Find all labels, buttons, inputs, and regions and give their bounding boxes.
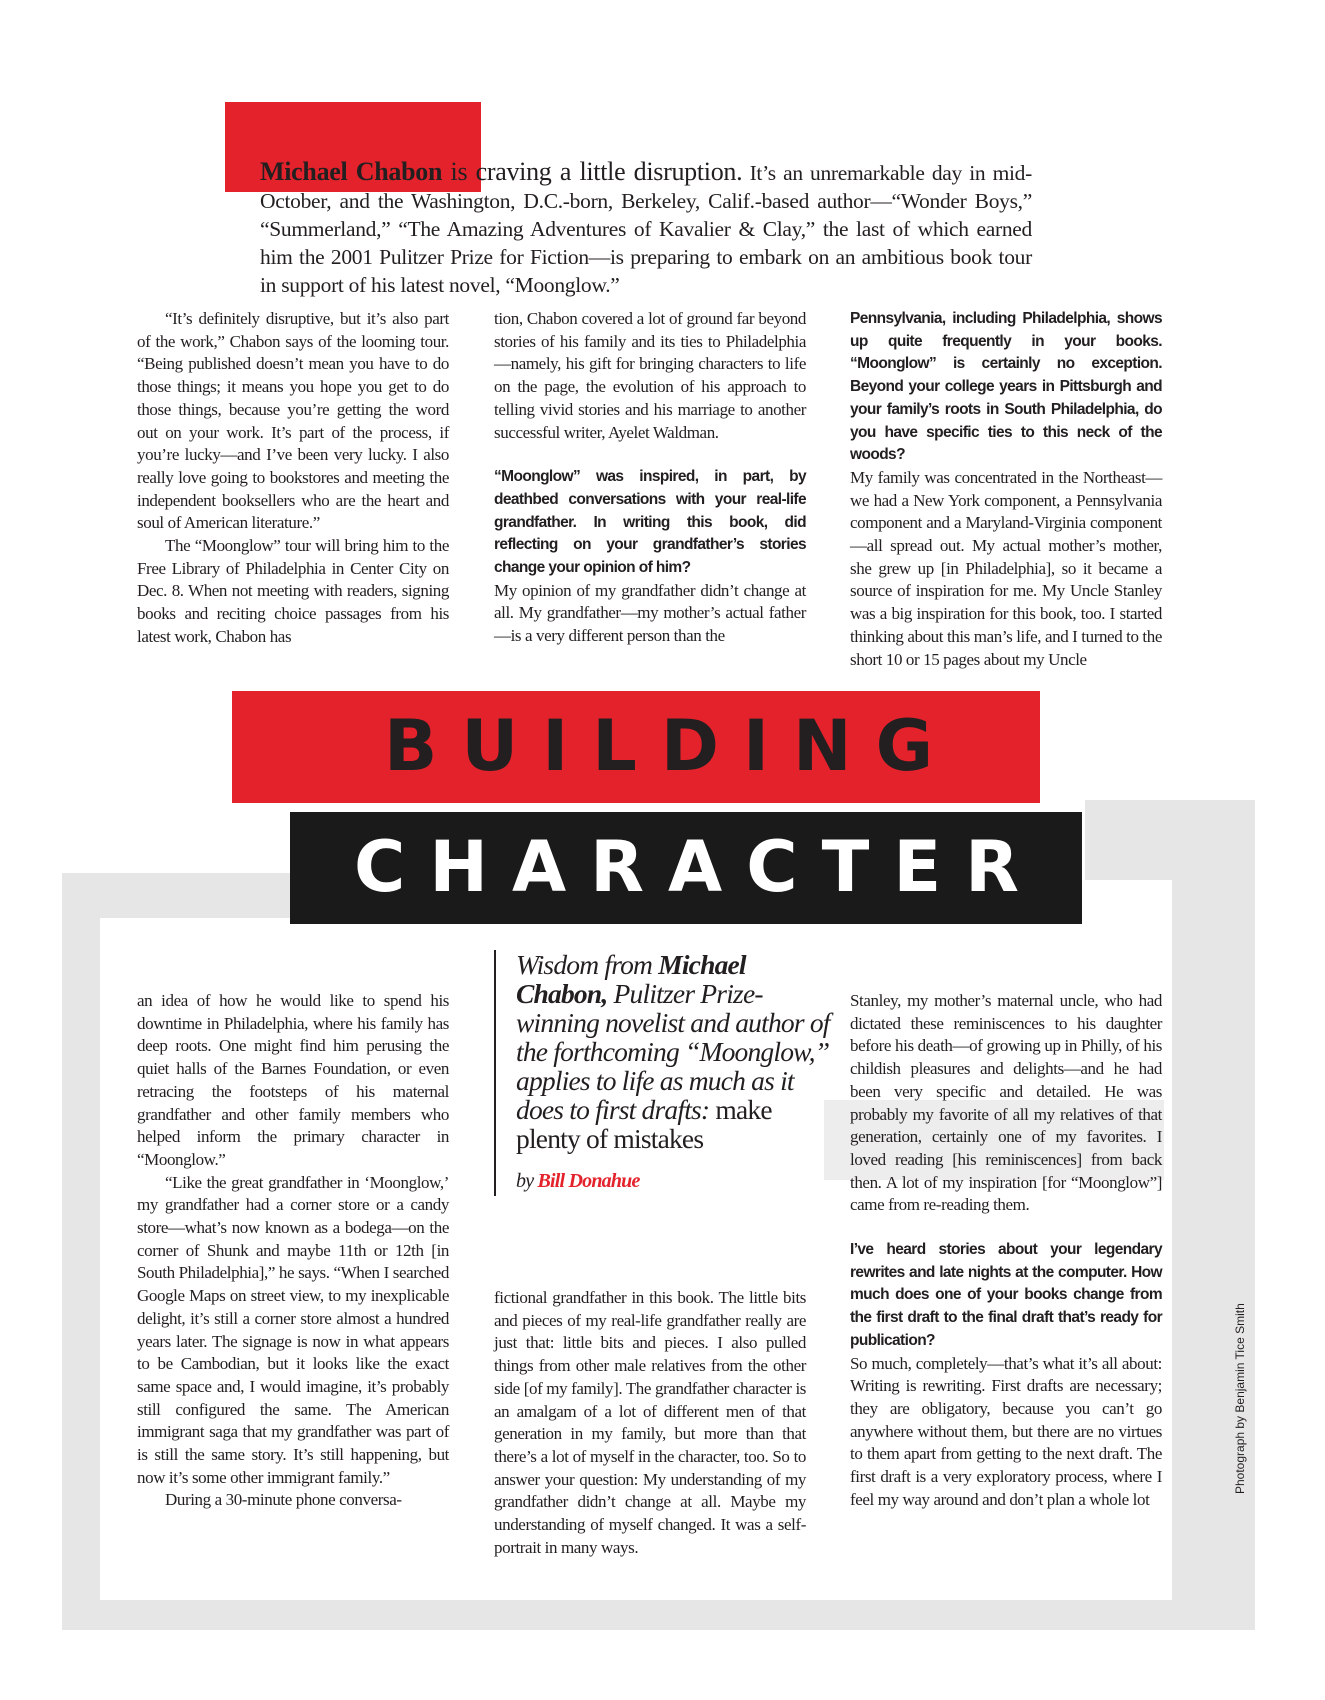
paragraph: “Like the great grandfather in ‘Moonglow,’ my grandfather had a corner store or a candy store—what’s now known as a bodega—on the corner of Shunk and maybe 11th or 12th [in South Philadelphia],” he says. “When I searched Google Maps on street view, to my inexplicable delight, it’s still a corner store almost a hundred years later. The signage is now in what appears to be Cambodian, but it looks like the exact same space and, I would imagine, it’s probably still configured the same. The American immigrant saga that my grandfather was part of is still the same story. It’s still happening, but now it’s some other immigrant family.” — [137, 1172, 449, 1487]
interview-answer: So much, completely—that’s what it’s all about: Writing is rewriting. First drafts are necessary; they are obligatory, because you can’t go anywhere without them, but there are no virtues to them apart from getting to the next draft. The first draft is a very exploratory process, where I feel my way around and don’t plan a whole lot — [850, 1353, 1162, 1509]
bottom-column-1 — [137, 990, 449, 1512]
pull-quote-intro: Wisdom from — [516, 949, 659, 980]
pull-quote — [494, 950, 836, 1196]
background-frame-left — [62, 873, 100, 1630]
paragraph: The “Moonglow” tour will bring him to the Free Library of Philadelphia in Center City on Dec. 8. When not meeting with readers, signing books and reciting choice passages from his latest work, Chabon has — [137, 536, 449, 646]
intro-body: It’s an unremarkable day in mid-October, and the Washington, D.C.-born, Berkeley, Calif.-based author—“Wonder Boys,” “Summerland,” “The Amazing Adventures of Kavalier & Clay,” the last of which earned him the 2001 Pulitzer Prize for Fiction—is preparing to embark on an ambitious book tour in support of his latest novel, “Moonglow.” — [260, 161, 1032, 297]
byline — [516, 1167, 836, 1196]
background-frame-bottom — [62, 1600, 1255, 1630]
pull-quote-name: Michael Chabon, — [516, 949, 746, 1009]
paragraph: tion, Chabon covered a lot of ground far beyond stories of his family and its ties to Philadelphia—namely, his gift for bringing characters to life on the page, the evolution of his approach to telling vivid stories and his marriage to another successful writer, Ayelet Waldman. — [494, 309, 806, 442]
byline-prefix: by — [516, 1170, 538, 1192]
bottom-column-2 — [494, 1287, 806, 1559]
pull-quote-body: Pulitzer Prize-winning novelist and author of the forthcoming “Moonglow,” applies to life as much as it does to first drafts: — [516, 978, 830, 1125]
interview-question: “Moonglow” was inspired, in part, by deathbed conversations with your real-life grandfather. In writing this book, did reflecting on your grandfather’s stories change your opinion of him? — [494, 468, 806, 577]
background-frame-top — [62, 873, 312, 918]
interview-answer: My opinion of my grandfather didn’t change at all. My grandfather—my mother’s actual father—is a very different person than the — [494, 580, 806, 646]
headline-line-2: CHARACTER — [354, 826, 1044, 908]
headline-line-1: BUILDING — [384, 705, 958, 787]
top-column-1 — [137, 308, 449, 649]
lead-name: Michael Chabon — [260, 157, 443, 186]
interview-answer: My family was concentrated in the Northeast—we had a New York component, a Pennsylvania component and a Maryland-Virginia component—all spread out. My actual mother’s mother, she grew up [in Philadelphia], so it became a source of inspiration for me. My Uncle Stanley was a big inspiration for this book, too. I started thinking about this man’s life, and I turned to the short 10 or 15 pages about my Uncle — [850, 467, 1162, 669]
paragraph: fictional grandfather in this book. The little bits and pieces of my real-life grandfather really are just that: little bits and pieces. I also pulled things from other male relatives from the other side [of my family]. The grandfather character is an amalgam of a lot of different men of that generation in my family, but more than that there’s a lot of myself in the character, too. So to answer your question: My understanding of my grandfather didn’t change at all. Maybe my understanding of myself changed. It was a self-portrait in many ways. — [494, 1288, 806, 1557]
top-column-2 — [494, 308, 806, 648]
background-frame-right-top — [1085, 800, 1255, 880]
pull-quote-kicker: make plenty of mistakes — [516, 1094, 772, 1154]
paragraph: “It’s definitely disruptive, but it’s also part of the work,” Chabon says of the looming tour. “Being published doesn’t mean you have to do those things; it means you hope you get to do those things, because you’re getting the word out on your work. It’s part of the process, if you’re lucky—and I’ve been very lucky. I also really love going to bookstores and meeting the independent booksellers who are the heart and soul of American literature.” — [137, 309, 449, 533]
interview-question: Pennsylvania, including Philadelphia, shows up quite frequently in your books. “Moonglow” is certainly no exception. Beyond your college years in Pittsburgh and your family’s roots in South Philadelphia, do you have specific ties to this neck of the woods? — [850, 310, 1162, 464]
photo-credit: Photograph by Benjamin Tice Smith — [1233, 1303, 1247, 1494]
paragraph-gap — [850, 1217, 1162, 1239]
paragraph: an idea of how he would like to spend his downtime in Philadelphia, where his family has deep roots. One might find him perusing the quiet halls of the Barnes Foundation, or even retracing the footsteps of his maternal grandfather and other family members who helped inform the primary character in “Moonglow.” — [137, 991, 449, 1169]
intro-paragraph — [260, 158, 1032, 299]
bottom-column-3 — [850, 990, 1162, 1511]
interview-question: I’ve heard stories about your legendary rewrites and late nights at the computer. How much does one of your books change from the first draft to the final draft that’s ready for publication? — [850, 1241, 1162, 1349]
paragraph: Stanley, my mother’s maternal uncle, who had dictated these reminiscences to his daughter before his death—of growing up in Philly, of his childish pleasures and delights—and he had been very specific and detailed. He was probably my favorite of all my relatives of that generation, certainly one of my favorites. I loved reading [his reminiscences] from back then. A lot of my inspiration [for “Moonglow”] came from re-reading them. — [850, 991, 1162, 1215]
byline-author: Bill Donahue — [537, 1170, 640, 1192]
lead-sentence: is craving a little disruption. — [442, 157, 743, 186]
background-frame-right — [1172, 800, 1255, 1630]
top-column-3 — [850, 308, 1162, 671]
paragraph: During a 30-minute phone conversa- — [165, 1490, 402, 1510]
paragraph-gap — [494, 444, 806, 466]
